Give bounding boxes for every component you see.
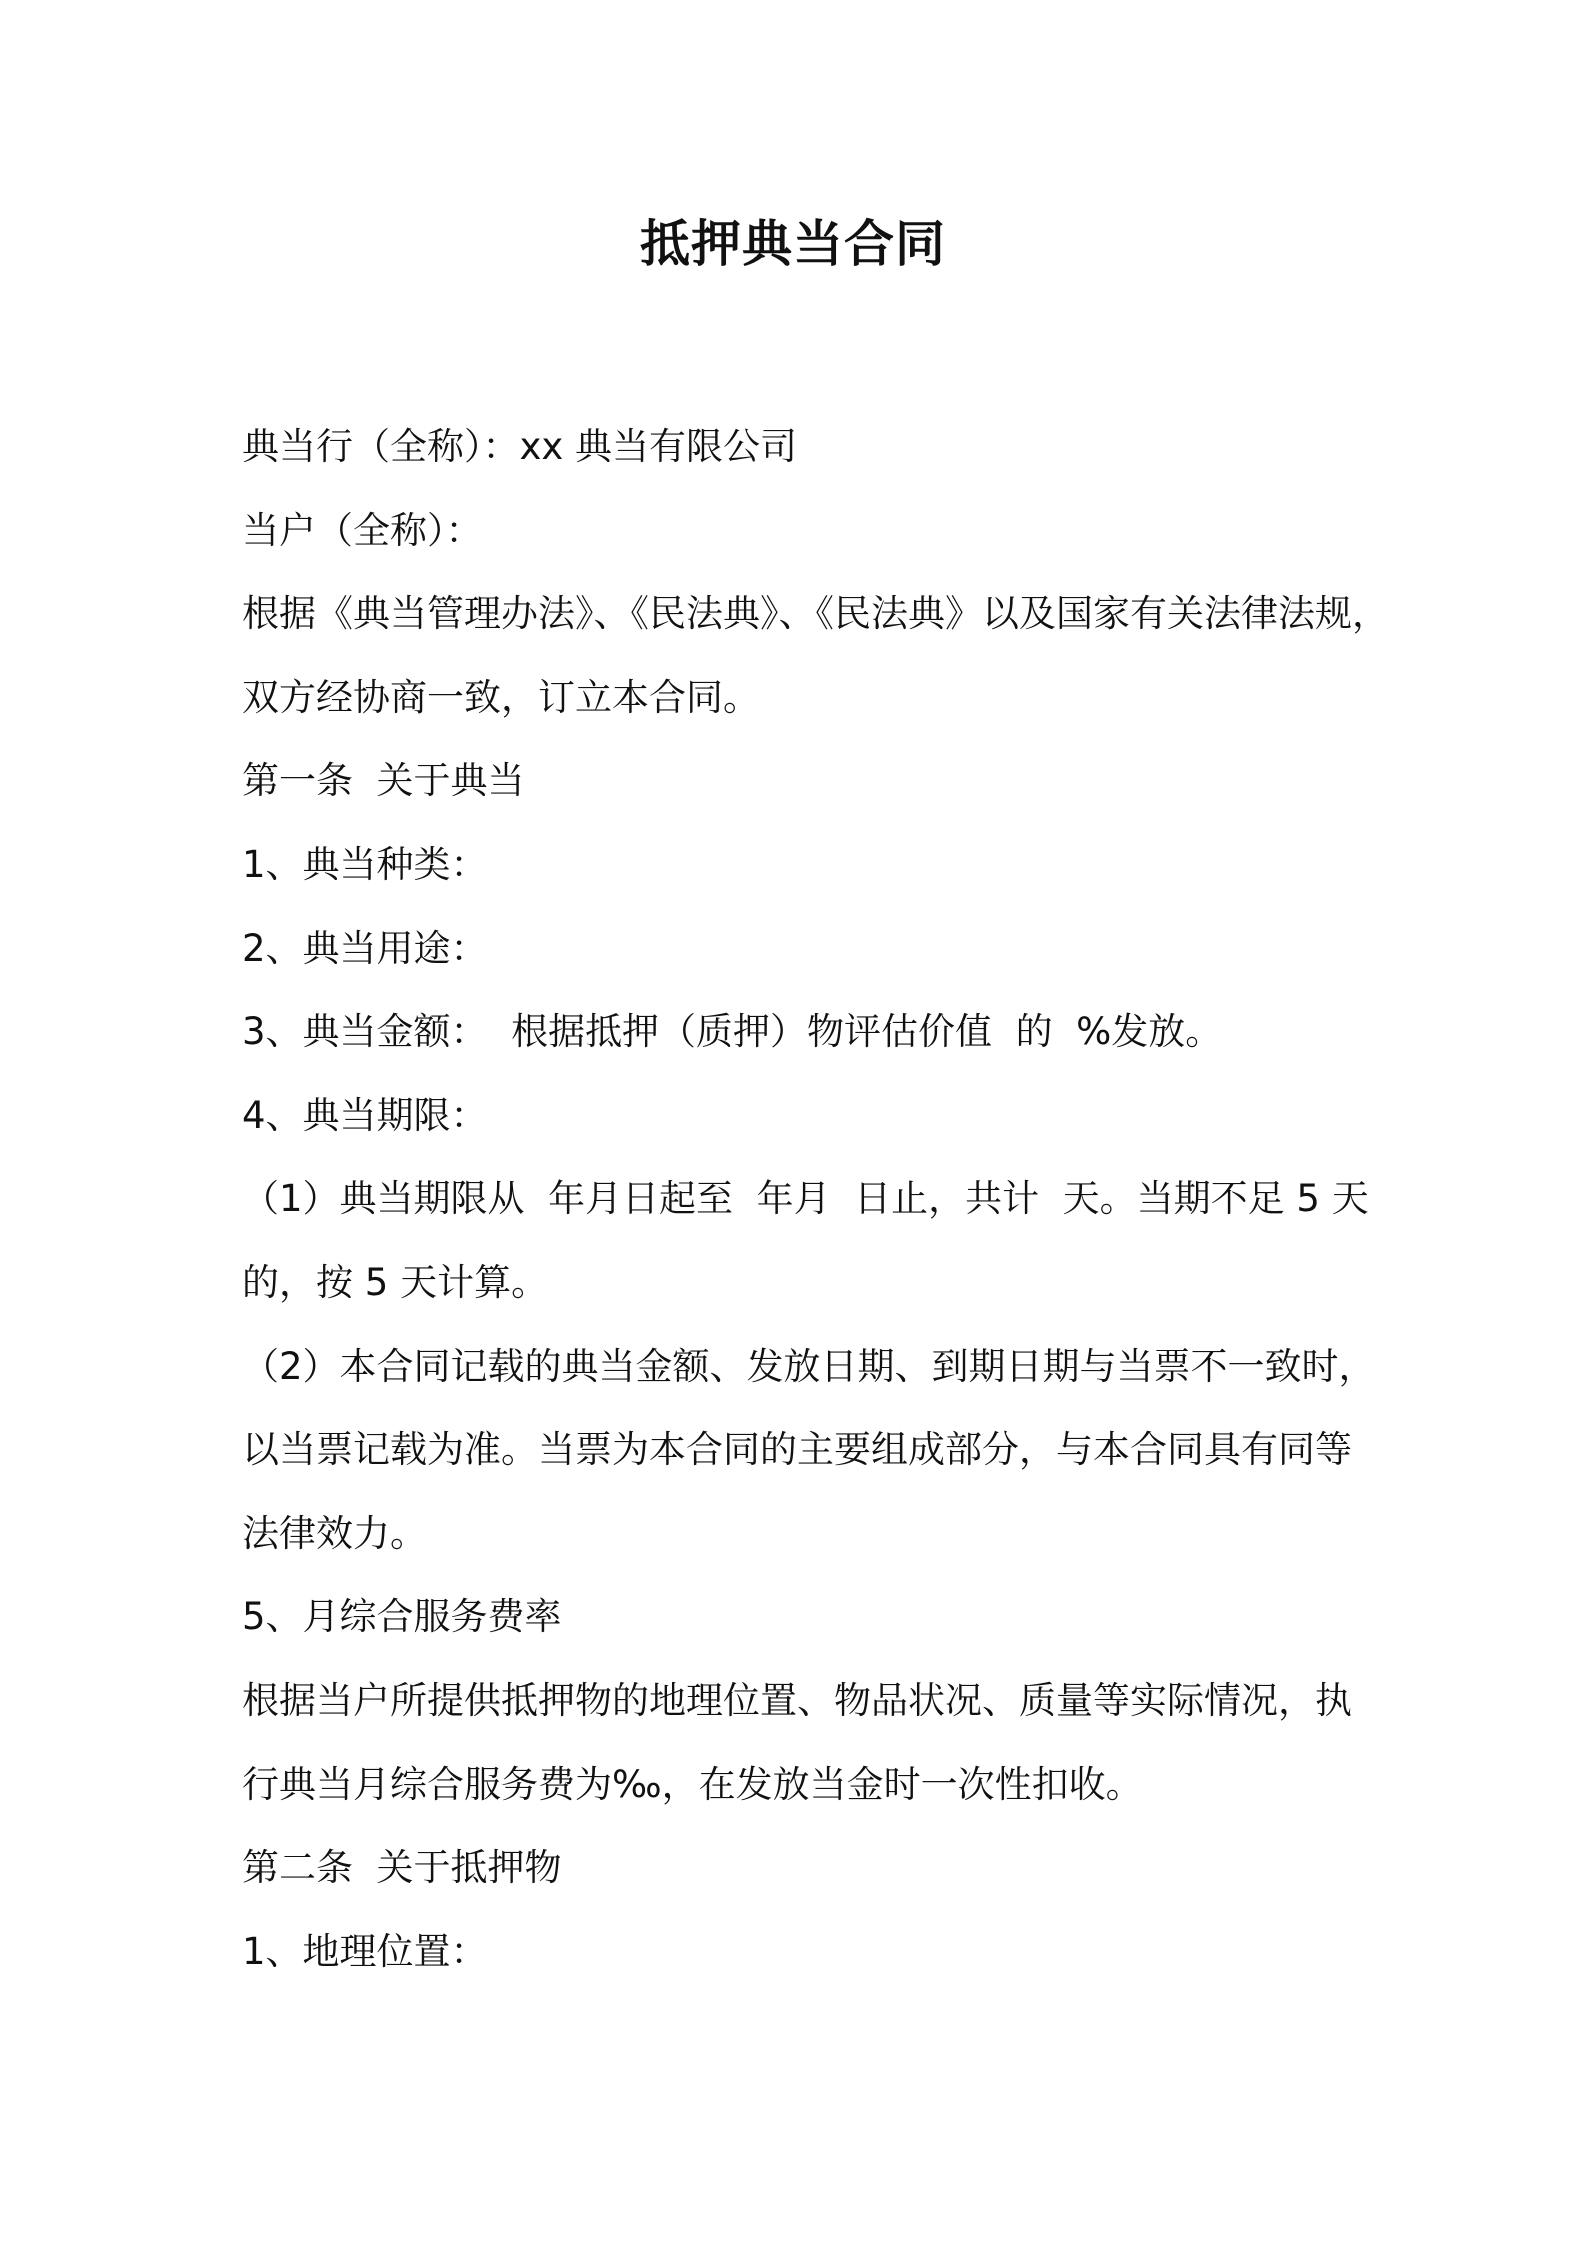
clause-pawn-term: 4、典当期限： — [242, 1093, 488, 1137]
term-item-2-line-1: （2）本合同记载的典当金额、发放日期、到期日期与当票不一致时， — [242, 1344, 1376, 1388]
service-fee-line-1: 根据当户所提供抵押物的地理位置、物品状况、质量等实际情况，执 — [242, 1678, 1352, 1722]
pawnshop-name-line: 典当行（全称）：xx 典当有限公司 — [242, 425, 798, 468]
preamble-line-2: 双方经协商一致，订立本合同。 — [242, 675, 760, 719]
term-item-1-line-1: （1）典当期限从 年月日起至 年月 日止，共计 天。当期不足 5 天 — [242, 1177, 1369, 1221]
clause-pawn-amount: 3、典当金额： 根据抵押（质押）物评估价值 的 %发放。 — [242, 1010, 1223, 1054]
clause-service-fee-rate: 5、月综合服务费率 — [242, 1595, 562, 1639]
term-item-1-line-2: 的，按 5 天计算。 — [242, 1260, 549, 1304]
article-1-heading: 第一条 关于典当 — [242, 759, 525, 803]
clause-pawn-purpose: 2、典当用途： — [242, 926, 488, 970]
service-fee-line-2: 行典当月综合服务费为‰，在发放当金时一次性扣收。 — [242, 1762, 1143, 1806]
clause-pawn-type: 1、典当种类： — [242, 842, 488, 886]
clause-location: 1、地理位置： — [242, 1929, 488, 1973]
pawner-name-line: 当户（全称）： — [242, 508, 483, 552]
document-body — [242, 405, 1389, 1993]
term-item-2-line-3: 法律效力。 — [242, 1511, 427, 1555]
document-title: 抵押典当合同 — [640, 215, 946, 273]
term-item-2-line-2: 以当票记载为准。当票为本合同的主要组成部分，与本合同具有同等 — [242, 1428, 1352, 1472]
article-2-heading: 第二条 关于抵押物 — [242, 1846, 562, 1890]
preamble-line-1: 根据《典当管理办法》、《民法典》、《民法典》以及国家有关法律法规， — [242, 592, 1389, 636]
